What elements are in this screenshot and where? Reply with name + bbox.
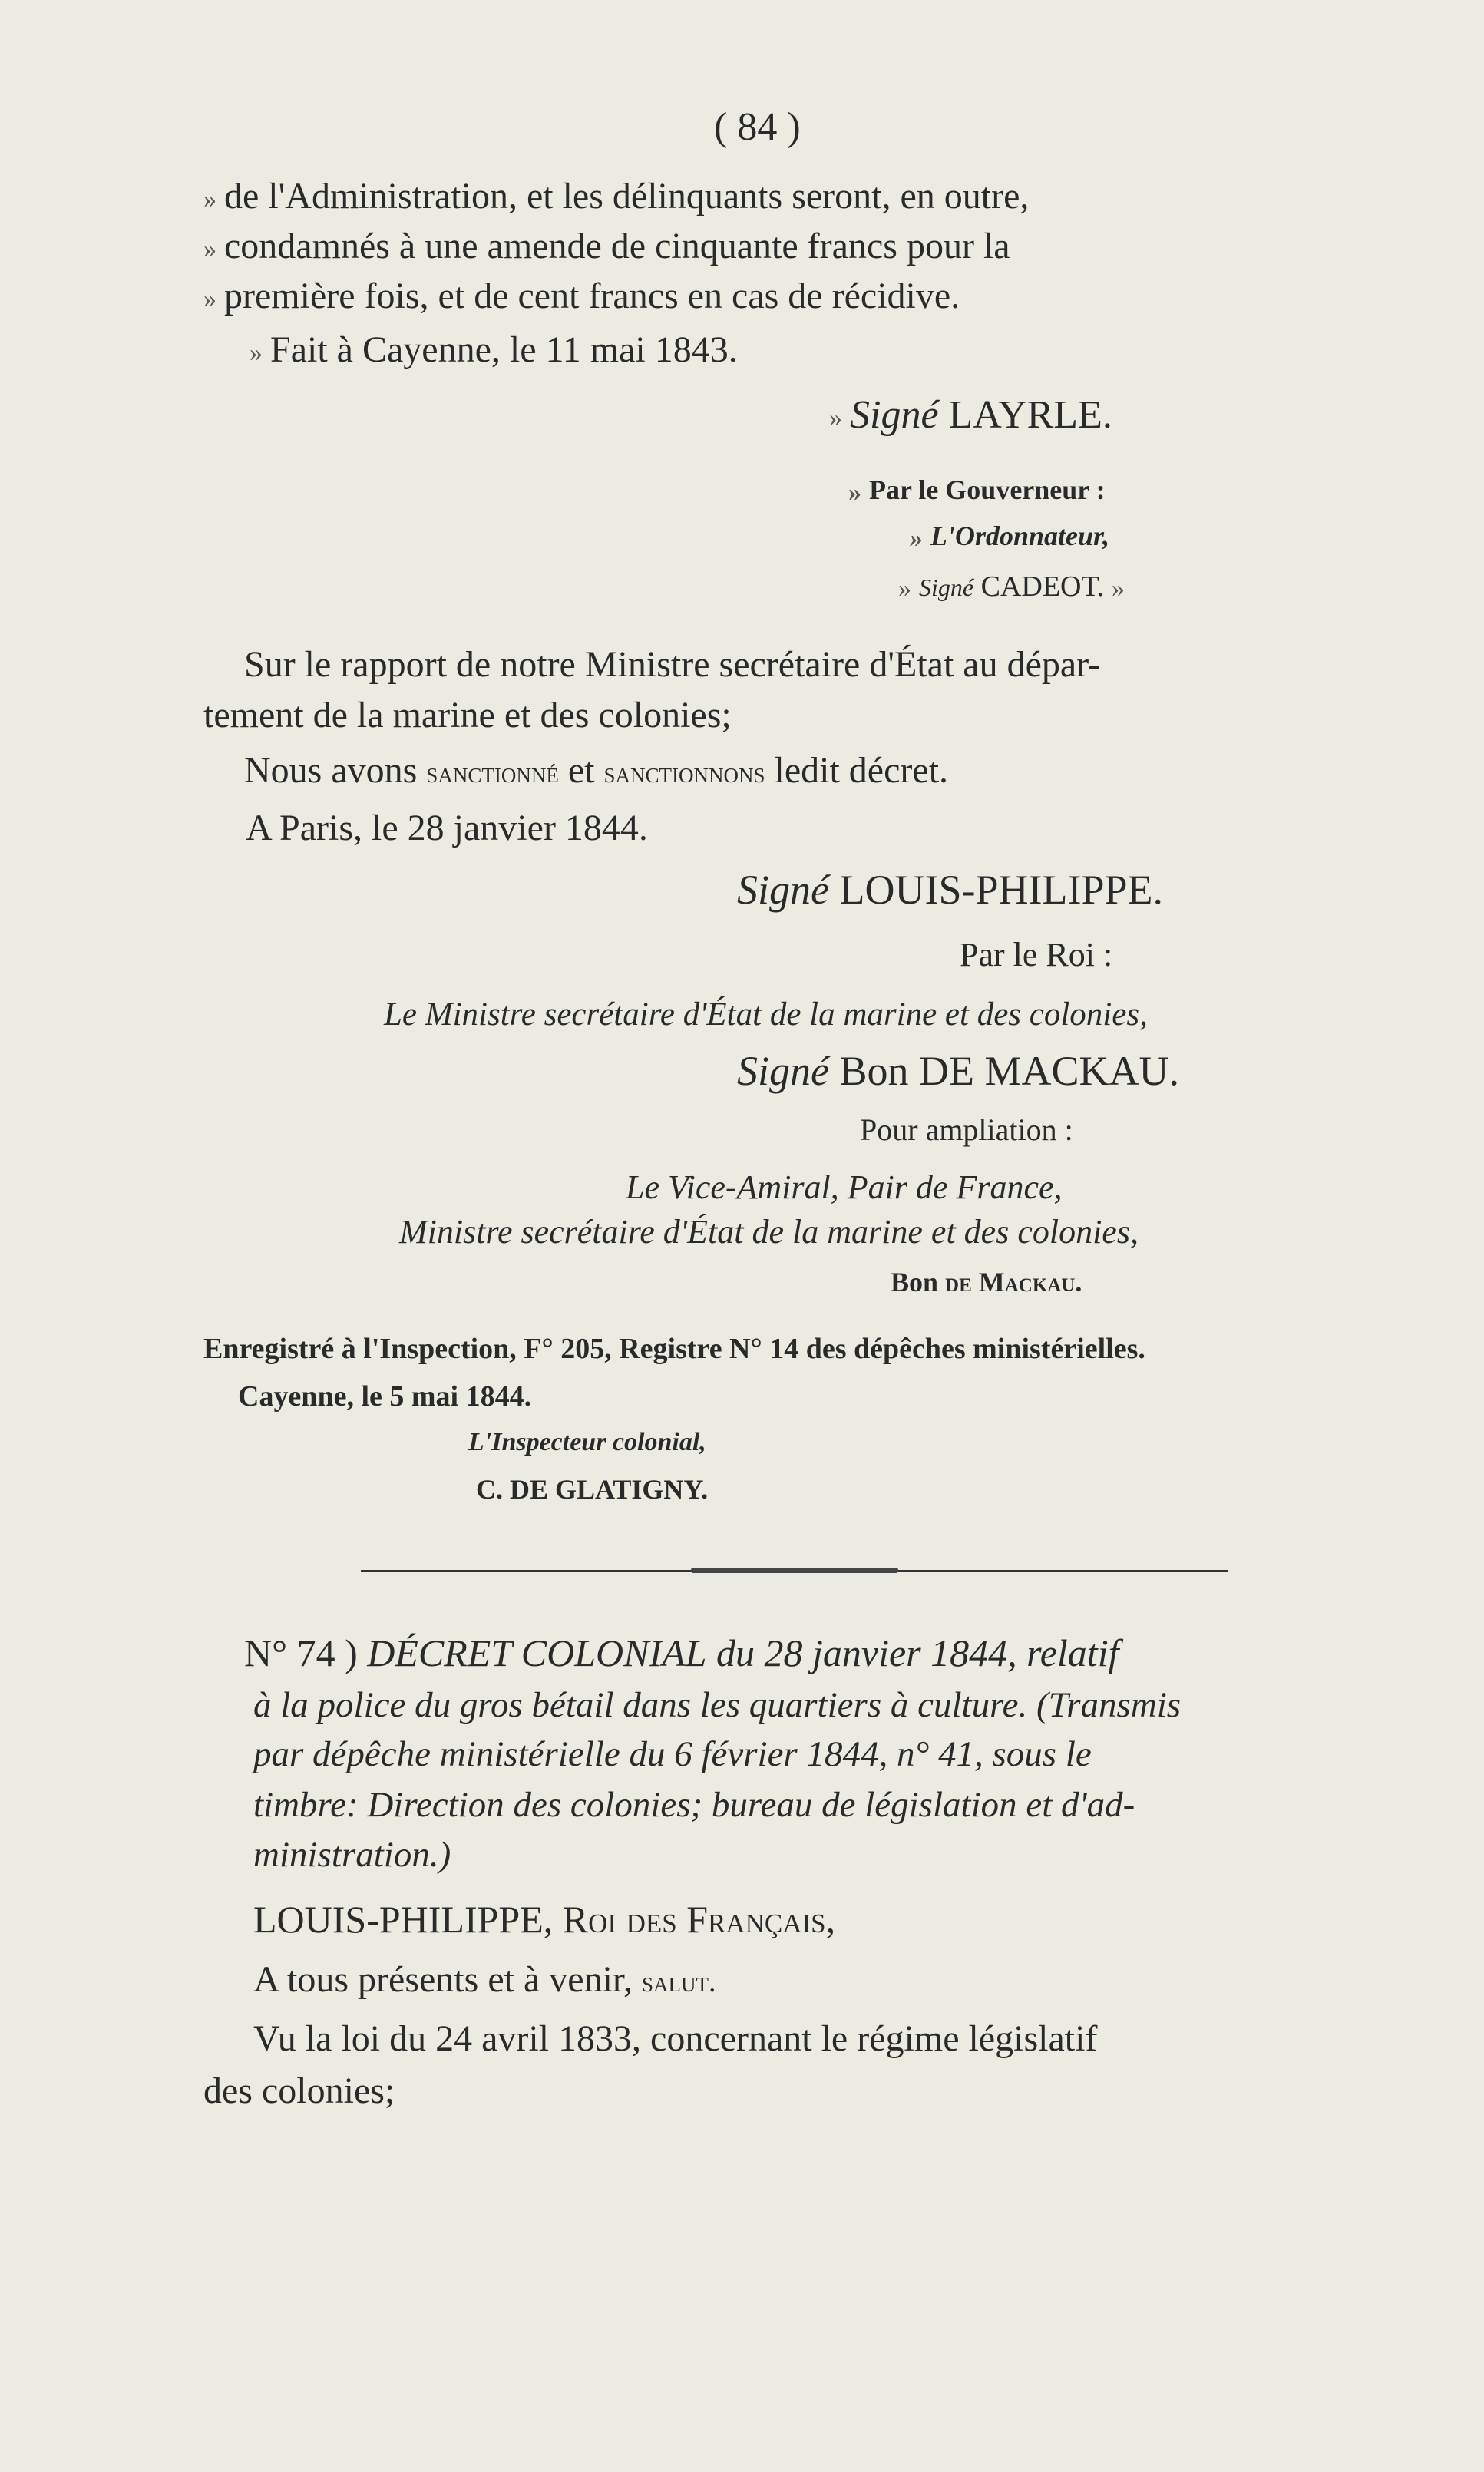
text-line: tement de la marine et des colonies; [203, 695, 732, 735]
text-line: » condamnés à une amende de cinquante francs pour la [203, 226, 1010, 266]
inspecteur-colonial: L'Inspecteur colonial, [468, 1428, 706, 1456]
text-line: Nous avons sanctionné et sanctionnons ledit décret. [244, 750, 949, 791]
quote-mark: » [898, 574, 911, 603]
quote-mark: » [1111, 574, 1125, 603]
quote-mark: » [203, 284, 216, 313]
registration-date: Cayenne, le 5 mai 1844. [238, 1380, 532, 1413]
decree-line: à la police du gros bétail dans les quartiers à culture. (Transmis [253, 1685, 1182, 1725]
vice-amiral: Le Vice-Amiral, Pair de France, [626, 1168, 1063, 1206]
quote-mark: » [848, 478, 861, 507]
mackau-signature-small: Bon de Mackau. [891, 1267, 1082, 1297]
signature-louis-philippe: Signé LOUIS-PHILIPPE. [737, 867, 1163, 913]
signature-layrle: » Signé LAYRLE. [829, 393, 1112, 437]
quote-mark: » [829, 404, 842, 433]
king-title: LOUIS-PHILIPPE, Roi des Français, [253, 1898, 836, 1941]
section-divider-ornament [691, 1568, 898, 1573]
minister-title-2: Ministre secrétaire d'État de la marine et des colonies, [399, 1213, 1139, 1251]
par-le-roi: Par le Roi : [960, 936, 1113, 973]
text-line: » première fois, et de cent francs en cas de récidive. [203, 276, 960, 316]
text-line: » Fait à Cayenne, le 11 mai 1843. [250, 329, 738, 370]
decree-line: par dépêche ministérielle du 6 février 1844, n° 41, sous le [253, 1734, 1092, 1774]
signature-cadeot: » Signé CADEOT. » [898, 570, 1125, 603]
registration-line: Enregistré à l'Inspection, F° 205, Registre N° 14 des dépêches ministérielles. [203, 1333, 1145, 1365]
signature-mackau: Signé Bon DE MACKAU. [737, 1048, 1180, 1094]
quote-mark: » [203, 234, 216, 263]
salutation: A tous présents et à venir, salut. [253, 1959, 716, 2000]
minister-title: Le Ministre secrétaire d'État de la marine et des colonies, [384, 996, 1148, 1033]
text-line: » de l'Administration, et les délinquants seront, en outre, [203, 176, 1030, 216]
decree-line: timbre: Direction des colonies; bureau de législation et d'ad- [253, 1785, 1135, 1825]
decree-line: ministration.) [253, 1835, 451, 1875]
text-line: des colonies; [203, 2070, 395, 2111]
pour-ampliation: Pour ampliation : [860, 1112, 1073, 1147]
ordonnateur: » L'Ordonnateur, [910, 521, 1110, 553]
text-line: Vu la loi du 24 avril 1833, concernant le régime législatif [253, 2018, 1098, 2059]
quote-mark: » [250, 338, 263, 367]
page-number: ( 84 ) [714, 105, 801, 149]
decree-heading: N° 74 ) DÉCRET COLONIAL du 28 janvier 1844, relatif [244, 1631, 1119, 1674]
text-line: A Paris, le 28 janvier 1844. [246, 808, 648, 848]
text-line: Sur le rapport de notre Ministre secrétaire d'État au dépar- [244, 644, 1101, 685]
signature-glatigny: C. DE GLATIGNY. [476, 1474, 709, 1505]
par-le-gouverneur: » Par le Gouverneur : [848, 474, 1106, 507]
quote-mark: » [910, 524, 923, 553]
quote-mark: » [203, 184, 216, 213]
